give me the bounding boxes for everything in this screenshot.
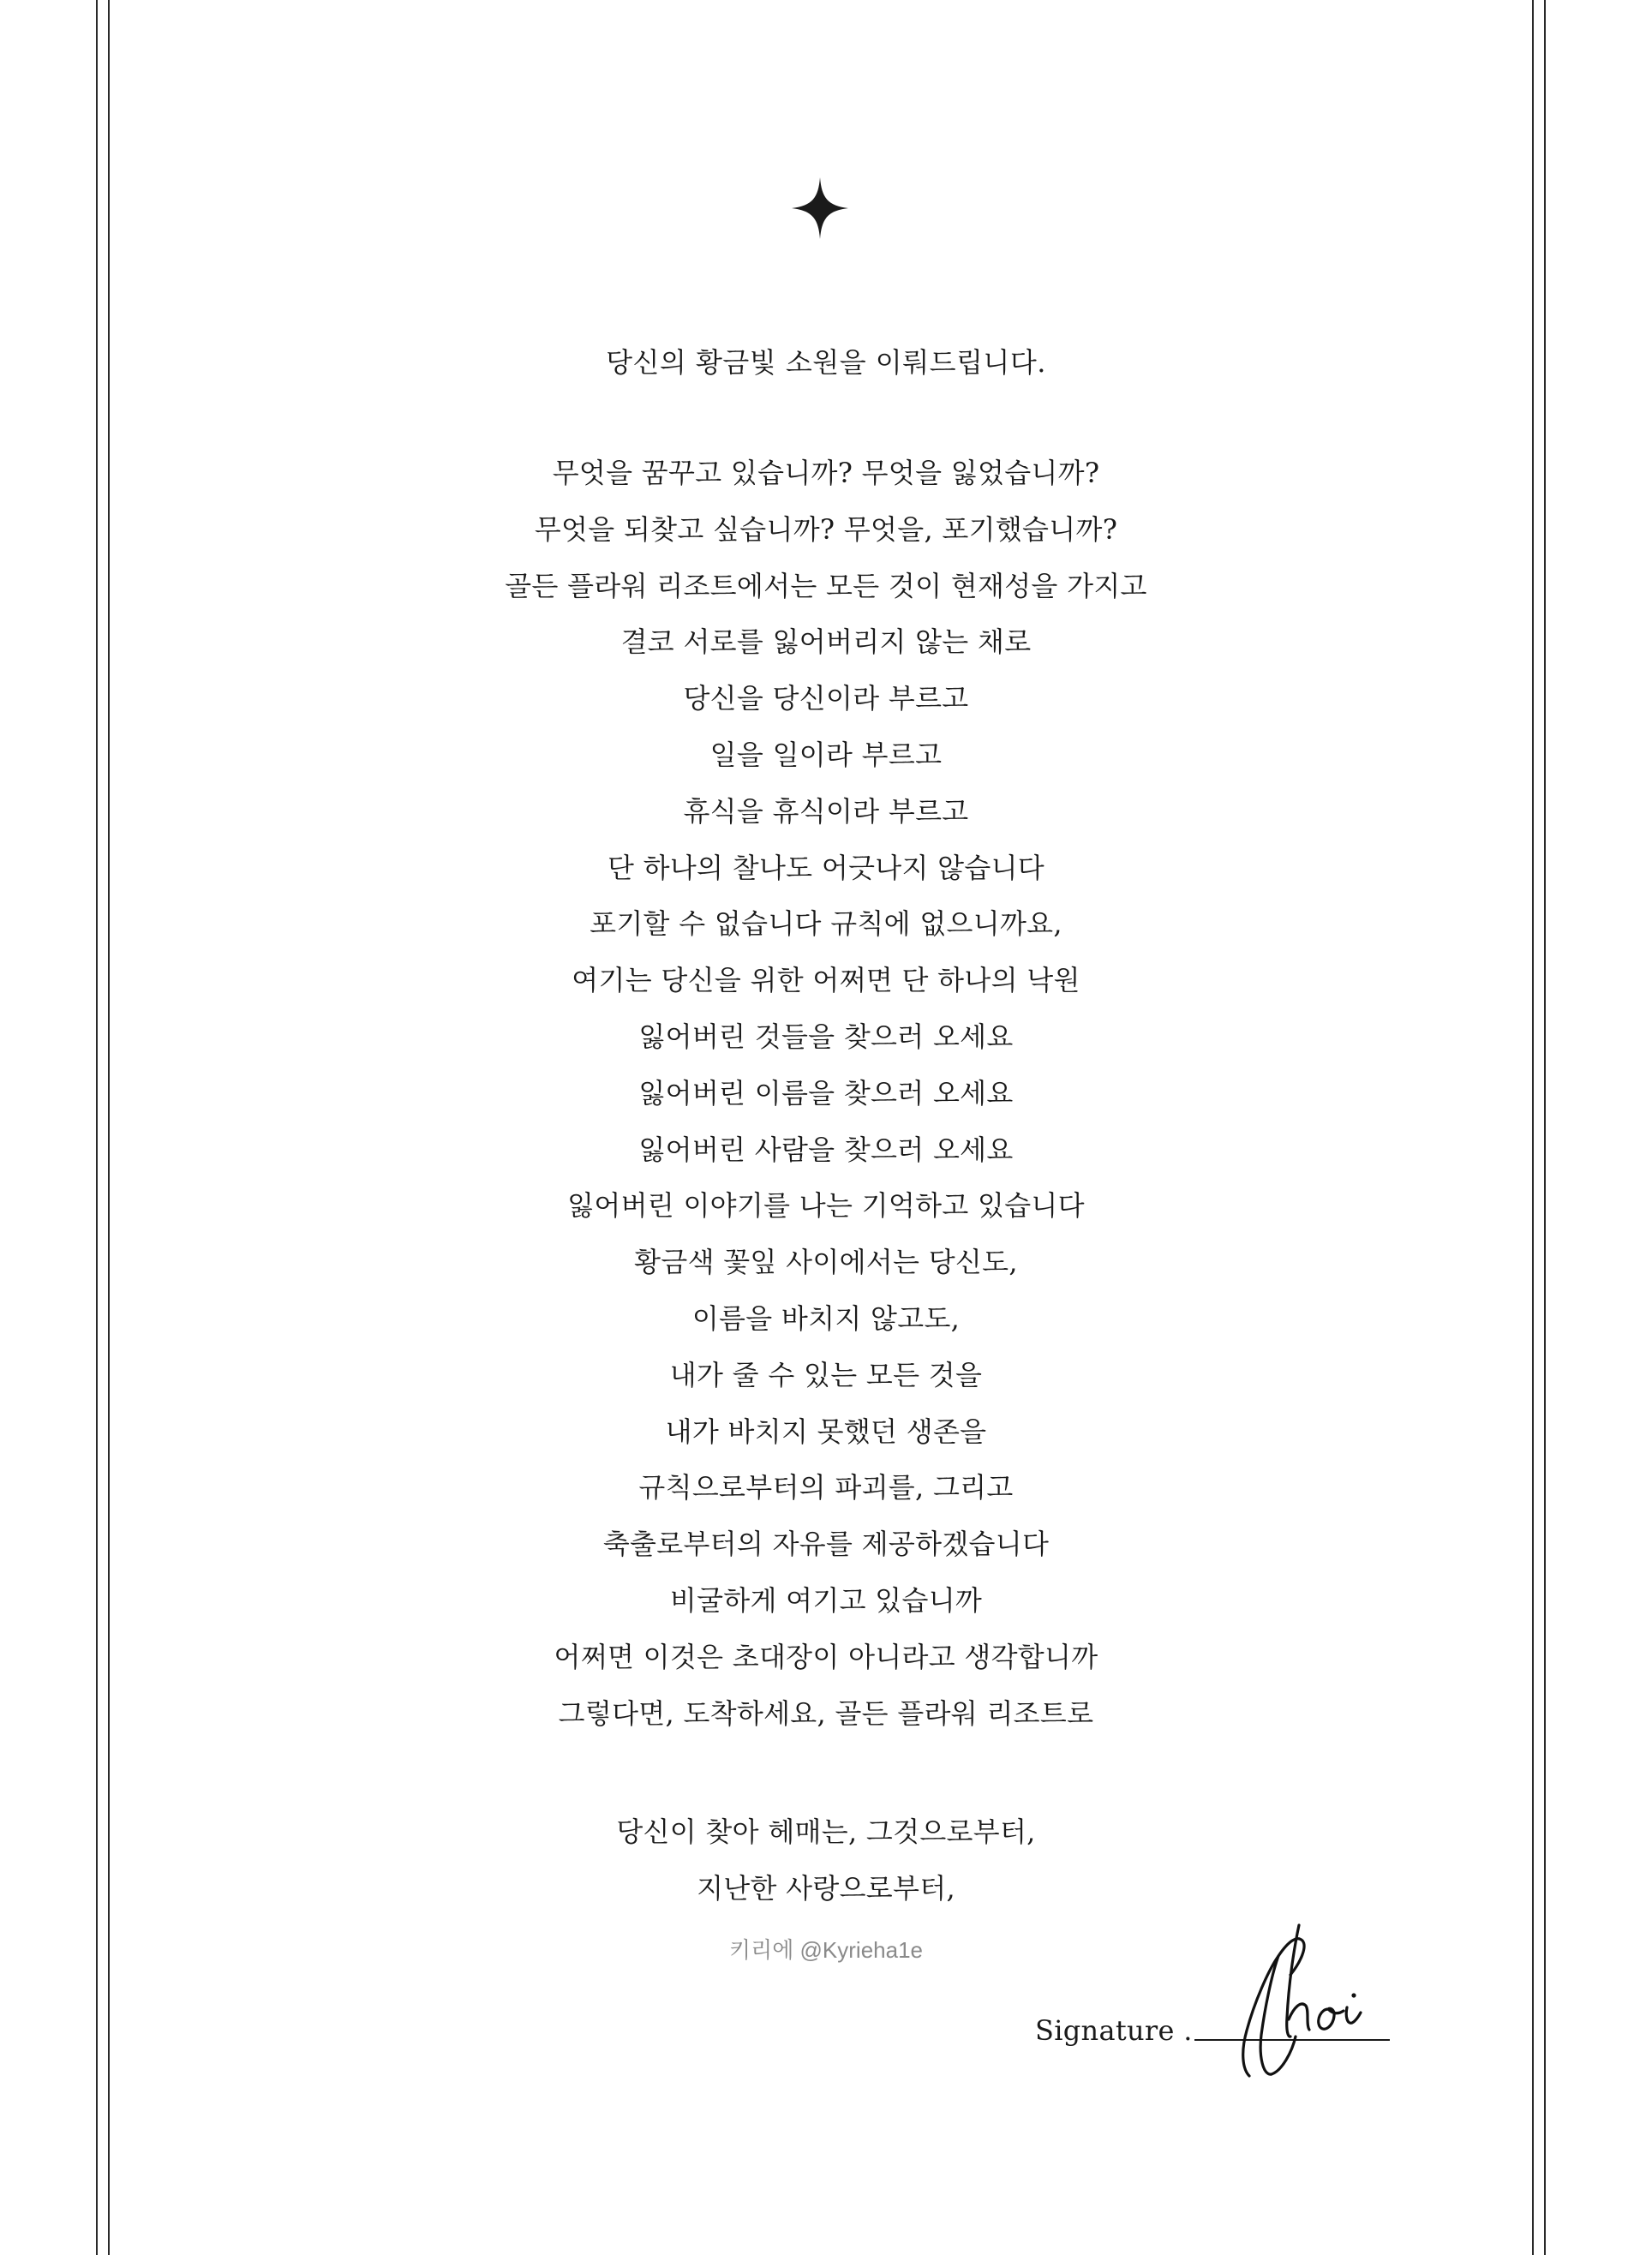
author-credit: 키리에 @Kyrieha1e: [728, 1937, 924, 1963]
poem-line: 결코 서로를 잃어버리지 않는 채로: [620, 625, 1032, 659]
poem-line: 규칙으로부터의 파괴를, 그리고: [638, 1471, 1014, 1504]
poem-line: 잃어버린 이야기를 나는 기억하고 있습니다: [567, 1189, 1085, 1223]
signature-label: Signature .: [1035, 2014, 1193, 2047]
poem-line: 축출로부터의 자유를 제공하겠습니다: [602, 1528, 1050, 1561]
letter-title: 당신의 황금빛 소원을 이뤄드립니다.: [606, 346, 1046, 379]
poem-line: 내가 바치지 못했던 생존을: [665, 1415, 987, 1448]
poem-line: 이름을 바치지 않고도,: [691, 1301, 961, 1335]
poem-line: 비굴하게 여기고 있습니까: [669, 1583, 983, 1617]
poem-line: 잃어버린 이름을 찾으러 오세요: [638, 1076, 1014, 1110]
poem-line: 잃어버린 사람을 찾으러 오세요: [638, 1133, 1014, 1166]
closing-line: 당신이 찾아 헤매는, 그것으로부터,: [616, 1815, 1036, 1848]
closing-lines: [0, 1803, 1652, 1917]
handwritten-signature: [1200, 1923, 1397, 2082]
poem-line: 무엇을 되찾고 싶습니까? 무엇을, 포기했습니까?: [534, 512, 1118, 546]
poem-line: 단 하나의 찰나도 어긋나지 않습니다: [607, 851, 1045, 884]
closing-line: 지난한 사랑으로부터,: [697, 1872, 955, 1905]
poem-line: 휴식을 휴식이라 부르고: [683, 794, 969, 828]
poem-line: 그렇다면, 도착하세요, 골든 플라워 리조트로: [558, 1696, 1094, 1730]
poem-line: 골든 플라워 리조트에서는 모든 것이 현재성을 가지고: [505, 569, 1147, 602]
poem-line: 여기는 당신을 위한 어쩌면 단 하나의 낙원: [572, 964, 1080, 997]
poem-line: 포기할 수 없습니다 규칙에 없으니까요,: [590, 907, 1062, 941]
poem-line: 어쩌면 이것은 초대장이 아니라고 생각합니까: [554, 1640, 1098, 1673]
poem-body: [0, 446, 1652, 1742]
poem-line: 황금색 꽃잎 사이에서는 당신도,: [634, 1246, 1018, 1279]
poem-line: 무엇을 꿈꾸고 있습니까? 무엇을 잃었습니까?: [552, 457, 1100, 489]
poem-line: 잃어버린 것들을 찾으러 오세요: [638, 1020, 1014, 1053]
poem-line: 당신을 당신이라 부르고: [683, 682, 969, 715]
poem-line: 내가 줄 수 있는 모든 것을: [669, 1358, 983, 1391]
four-point-star-icon: [792, 177, 848, 239]
poem-line: 일을 일이라 부르고: [709, 738, 943, 771]
